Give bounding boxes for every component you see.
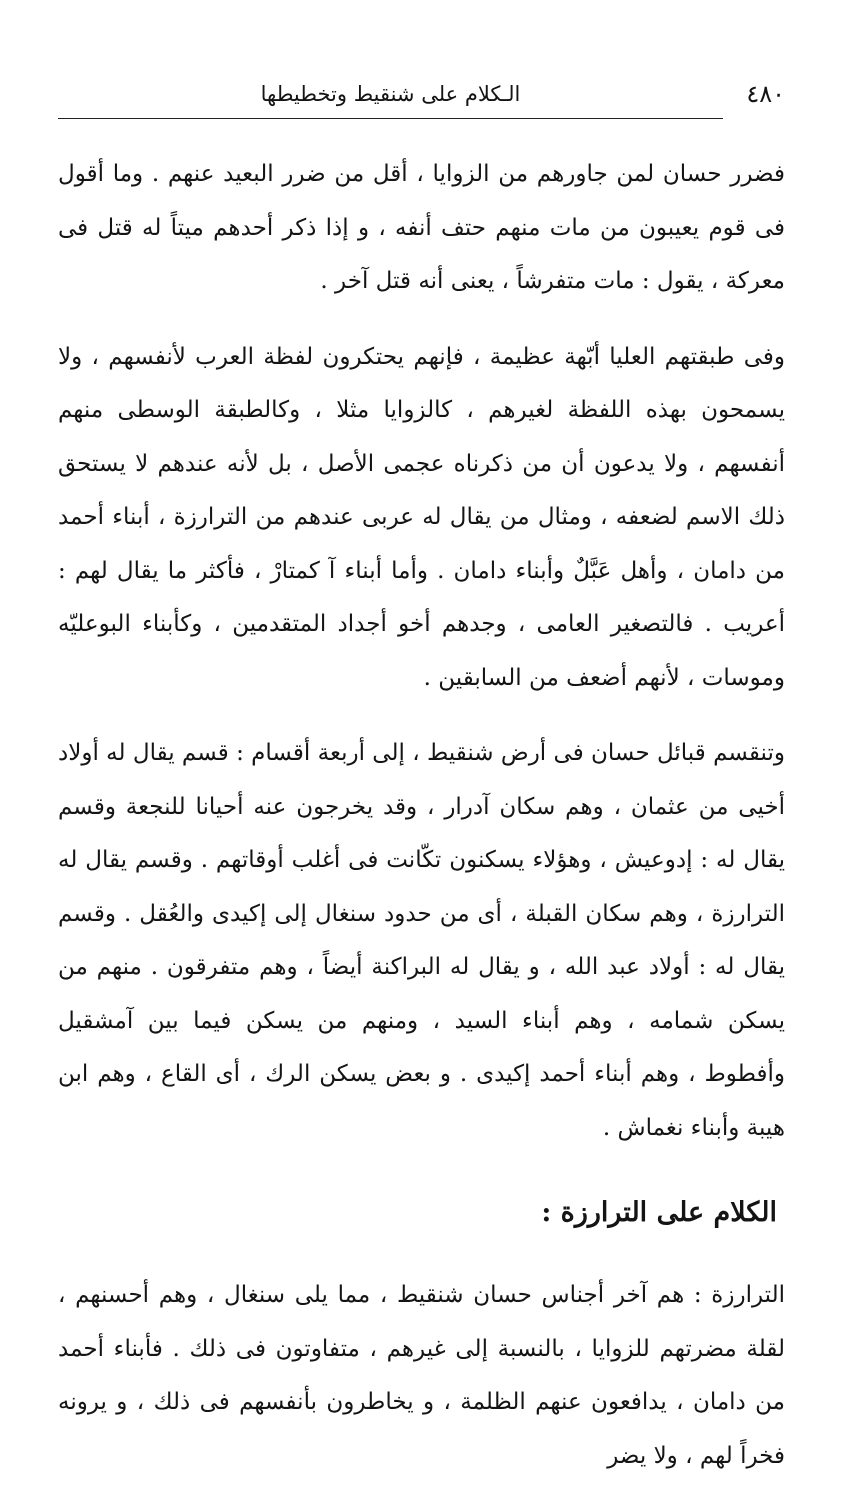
paragraph-upper-class: وفى طبقتهم العليا أبّهة عظيمة ، فإنهم يحتكرون لفظة العرب لأنفسهم ، ولا يسمحون بهذه اللفظة لغيرهم ، كالزوايا مثلا ، وكالطبقة الوسطى منهم أنفسهم ، ولا يدعون أن من ذكرناه عجمى الأصل ، بل لأنه عندهم لا يستحق ذلك الاسم لضعفه ، ومثال من يقال له عربى عندهم من الترارزة ، أبناء أحمد من دامان ، وأهل عَبَّلٌ وأبناء دامان . وأما أبناء آ كمتارْ ، فأكثر ما يقال لهم : أعريب . فالتصغير العامى ، وجدهم أخو أجداد المتقدمين ، وكأبناء البوعليّه وموسات ، لأنهم أضعف من السابقين . xyxy=(58,343,785,691)
page-body xyxy=(58,148,785,1505)
paragraph-tribal-divisions: وتنقسم قبائل حسان فى أرض شنقيط ، إلى أربعة أقسام : قسم يقال له أولاد أخيى من عثمان ، وهم سكان آدرار ، وقد يخرجون عنه أحيانا للنجعة وقسم يقال له : إدوعيش ، وهؤلاء يسكنون تكّانت فى أغلب أوقاتهم . وقسم يقال له الترارزة ، وهم سكان القبلة ، أى من حدود سنغال إلى إكيدى والعُقل . وقسم يقال له : أولاد عبد الله ، و يقال له البراكنة أيضاً ، وهم متفرقون . منهم من يسكن شمامه ، وهم أبناء السيد ، ومنهم من يسكن فيما بين آمشقيل وأفطوط ، وهم أبناء أحمد إكيدى . و بعض يسكن الرك ، أى القاع ، وهم ابن هيبة وأبناء نغماش . xyxy=(58,740,786,1141)
running-head: الـكلام على شنقيط وتخطيطها xyxy=(260,82,521,106)
paragraph-hassan-harm: فضرر حسان لمن جاورهم من الزوايا ، أقل من ضرر البعيد عنهم . وما أقول فى قوم يعيبون من مات منهم حتف أنفه ، و إذا ذكر أحدهم ميتاً له قتل فى معركة ، يقول : مات متفرشاً ، يعنى أنه قتل آخر . xyxy=(58,161,785,294)
page-header xyxy=(58,74,785,119)
paragraph-trarza: الترارزة : هم آخر أجناس حسان شنقيط ، مما يلى سنغال ، وهم أحسنهم ، لقلة مضرتهم للزوايا ، بالنسبة إلى غيرهم ، متفاوتون فى ذلك . فأبناء أحمد من دامان ، يدافعون عنهم الظلمة ، و يخاطرون بأنفسهم فى ذلك ، و يرونه فخراً لهم ، ولا يضر xyxy=(58,1282,785,1469)
page-number: ٤٨٠ xyxy=(746,80,785,108)
section-heading: الكلام على الترارزة : xyxy=(541,1197,777,1228)
